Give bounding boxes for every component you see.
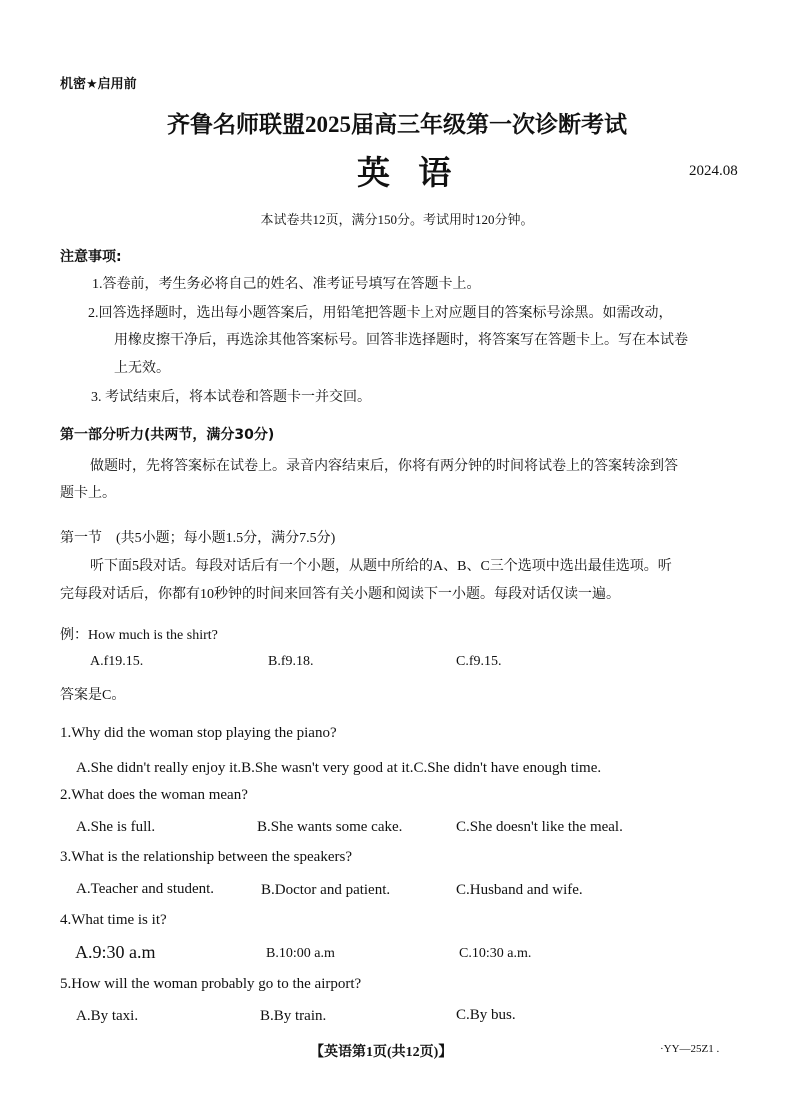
- question-5-option-a: A.By taxi.: [76, 1008, 139, 1024]
- part1-heading: 第一部分听力(共两节，满分30分): [60, 427, 275, 443]
- question-4-option-c: C.10:30 a.m.: [459, 946, 532, 961]
- exam-info: 本试卷共12页，满分150分。考试用时120分钟。: [260, 212, 534, 227]
- example-option-a: A.f19.15.: [90, 654, 144, 669]
- section1-instruction-line-2: 完每段对话后，你都有10秒钟的时间来回答有关小题和阅读下一小题。每段对话仅读一遍。: [60, 587, 620, 602]
- exam-title: 齐鲁名师联盟2025届高三年级第一次诊断考试: [167, 112, 627, 137]
- question-3-option-a: A.Teacher and student.: [76, 881, 215, 897]
- note-item-3: 3. 考试结束后，将本试卷和答题卡一并交回。: [91, 390, 371, 405]
- question-5-option-b: B.By train.: [260, 1008, 327, 1024]
- question-2-option-b: B.She wants some cake.: [257, 819, 403, 835]
- example-option-c: C.f9.15.: [456, 654, 502, 669]
- question-4: 4.What time is it?: [60, 912, 167, 928]
- question-2-option-c: C.She doesn't like the meal.: [456, 819, 623, 835]
- question-2: 2.What does the woman mean?: [60, 787, 248, 803]
- example-option-b: B.f9.18.: [268, 654, 314, 669]
- example-answer: 答案是C。: [60, 688, 126, 703]
- question-1-options: A.She didn't really enjoy it.B.She wasn't very good at it.C.She didn't have enough time.: [76, 760, 602, 776]
- page-footer: 【英语第1页(共12页)】: [310, 1045, 453, 1060]
- notes-heading: 注意事项:: [60, 249, 122, 265]
- section1-heading: 第一节 (共5小题；每小题1.5分，满分7.5分): [60, 531, 336, 546]
- question-2-option-a: A.She is full.: [76, 819, 156, 835]
- question-3-option-c: C.Husband and wife.: [456, 882, 583, 898]
- section1-instruction-line-1: 听下面5段对话。每段对话后有一个小题，从题中所给的A、B、C三个选项中选出最佳选项。听: [90, 559, 672, 574]
- example-question: 例：How much is the shirt?: [60, 628, 218, 643]
- note-item-2-line-3: 上无效。: [114, 361, 170, 376]
- question-5: 5.How will the woman probably go to the airport?: [60, 976, 362, 992]
- part1-intro-line-2: 题卡上。: [60, 486, 116, 501]
- note-item-2-line-1: 2.回答选择题时，选出每小题答案后，用铅笔把答题卡上对应题目的答案标号涂黑。如需改动，: [88, 306, 673, 321]
- exam-date: 2024.08: [689, 163, 738, 179]
- question-3-option-b: B.Doctor and patient.: [261, 882, 391, 898]
- note-item-1: 1.答卷前，考生务必将自己的姓名、准考证号填写在答题卡上。: [92, 277, 481, 292]
- question-4-option-a: A.9:30 a.m: [75, 942, 156, 962]
- question-4-option-b: B.10:00 a.m: [266, 946, 335, 961]
- question-3: 3.What is the relationship between the speakers?: [60, 849, 352, 865]
- confidential-label: 机密★启用前: [60, 77, 137, 92]
- part1-intro-line-1: 做题时，先将答案标在试卷上。录音内容结束后，你将有两分钟的时间将试卷上的答案转涂到答: [90, 459, 678, 474]
- question-1: 1.Why did the woman stop playing the piano?: [60, 725, 337, 741]
- subject-title: 英 语: [357, 156, 462, 192]
- exam-code: ·YY—25Z1 .: [660, 1043, 720, 1055]
- question-5-option-c: C.By bus.: [456, 1007, 516, 1023]
- note-item-2-line-2: 用橡皮擦干净后，再选涂其他答案标号。回答非选择题时，将答案写在答题卡上。写在本试卷: [114, 333, 688, 348]
